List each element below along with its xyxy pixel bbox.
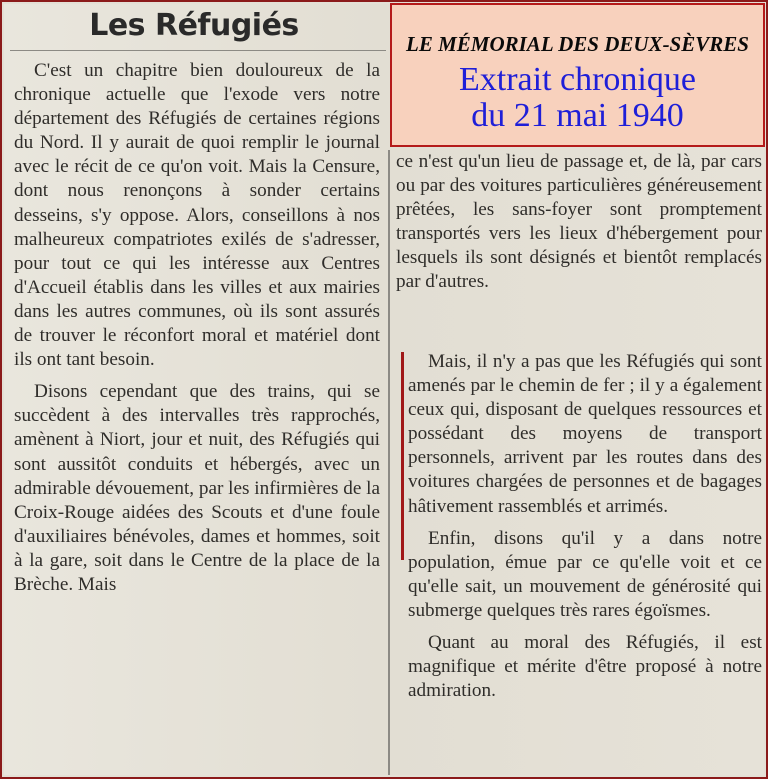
highlight-marker <box>401 352 404 560</box>
column-divider <box>388 150 390 775</box>
paragraph: Enfin, disons qu'il y a dans notre population, émue par ce qu'elle voit et ce qu'elle sait, un mouvement de générosité qui submerge quelques très rares égoïsmes. <box>408 527 762 621</box>
paragraph: Quant au moral des Réfugiés, il est magnifique et mérite d'être proposé à notre admiration. <box>408 632 762 702</box>
paragraph: Mais, il n'y a pas que les Réfugiés qui sont amenés par le chemin de fer ; il y a également ceux qui, disposant de quelques ressources et possédant des moyens de transport personnels, arrivent par les routes dans des voitures chargées de personnes et de bagages hâtivement rassemblés et arrimés. <box>408 351 762 517</box>
right-column-continuation <box>396 150 762 295</box>
source-caption-box <box>390 3 765 147</box>
headline-divider <box>10 50 386 51</box>
paragraph: Disons cependant que des trains, qui se succèdent à des intervalles très rapprochés, amènent à Niort, jour et nuit, des Réfugiés qui sont aussitôt conduits et hébergés, avec un admirable dévouement, par les infirmières de la Croix-Rouge aidées des Scouts et d'une foule d'auxiliaires bénévoles, dames et hommes, soit à la gare, soit dans le Centre de la place de la Brèche. Mais <box>14 381 381 595</box>
caption-line-2: du 21 mai 1940 <box>471 97 684 134</box>
caption-line-1: Extrait chronique <box>459 61 696 98</box>
right-column <box>408 350 762 703</box>
article-headline: Les Réfugiés <box>89 8 299 43</box>
left-column <box>14 59 380 597</box>
paragraph: C'est un chapitre bien douloureux de la chronique actuelle que l'exode vers notre département des Réfugiés de certaines régions du Nord. Il y aurait de quoi remplir le journal avec le récit de ce qu'on voit. Mais la Censure, dont nous renonçons à sonder certains desseins, s'y oppose. Alors, conseillons à nos malheureux compatriotes exilés de s'adresser, pour tout ce qui les intéresse aux Centres d'Accueil établis dans les villes et aux mairies dans les autres communes, où ils sont assurés de trouver le réconfort moral et matériel dont ils ont tant besoin. <box>14 60 380 371</box>
publication-name: LE MÉMORIAL DES DEUX-SÈVRES <box>406 32 749 56</box>
paragraph: ce n'est qu'un lieu de passage et, de là, par cars ou par des voitures particulières généreusement prêtées, les sans-foyer sont promptement transportés vers les lieux d'hébergement pour lesquels ils sont désignés et bientôt remplacés par d'autres. <box>396 151 762 293</box>
